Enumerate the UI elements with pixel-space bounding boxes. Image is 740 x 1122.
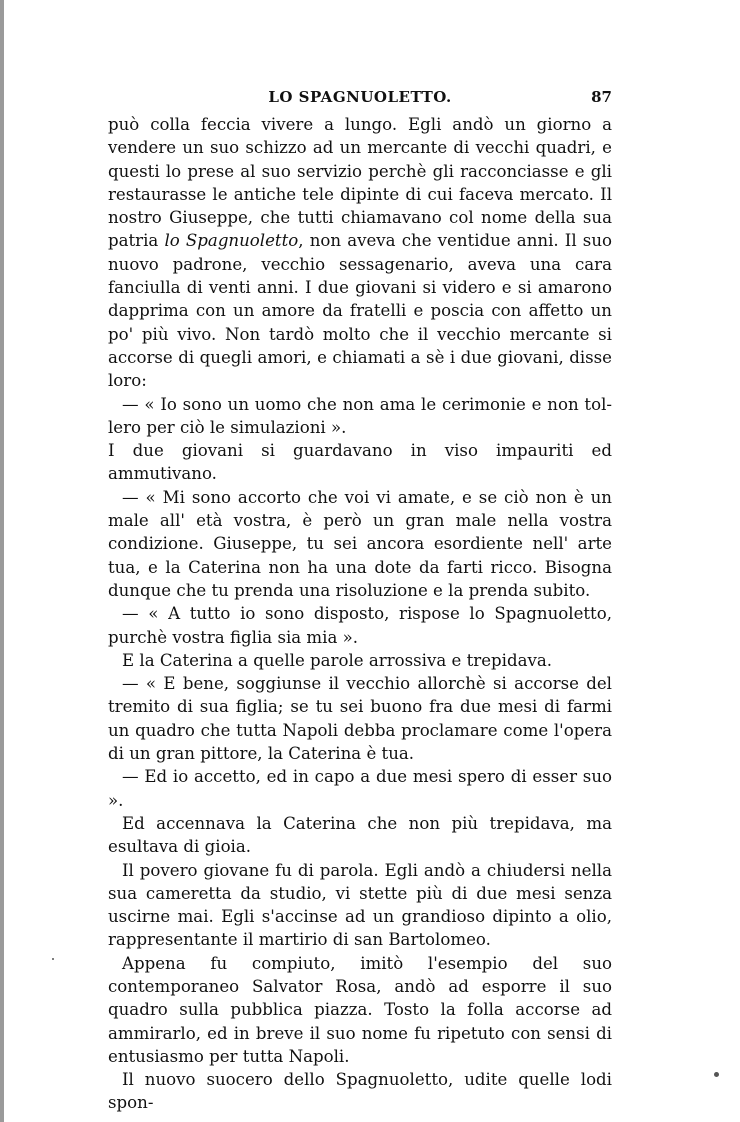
paragraph: — « Io sono un uomo che non ama le cerimonie e non tollero per ciò le simulazioni ». <box>108 394 612 437</box>
body-text <box>108 113 612 1115</box>
paragraph: può colla feccia vivere a lungo. Egli andò un giorno a vendere un suo schizzo ad un mercante di vecchi quadri, e questi lo prese al suo servizio perchè gli racconciasse e gli restaurasse le antiche tele dipinte di cui faceva mercato. Il nostro Giuseppe, che tutti chiamavano col nome della sua patria lo Spagnuoletto, non aveva che ventidue anni. Il suo nuovo padrone, vecchio sessagenario, aveva una cara fanciulla di venti anni. I due giovani si videro e si amarono dapprima con un amore da fratelli e poscia con affetto un po' più vivo. Non tardò molto che il vecchio mercante si accorse di quegli amori, e chiamati a sè i due giovani, disse loro: <box>108 115 612 391</box>
running-header <box>108 88 612 110</box>
page-edge <box>0 0 4 1122</box>
paragraph: Appena fu compiuto, imitò l'esempio del suo contemporaneo Salvator Rosa, andò ad esporre il suo quadro sulla pubblica piazza. Tosto la folla accorse ad ammirarlo, ed in breve il suo nome fu ripetuto con sensi di entusiasmo per tutta Napoli. <box>108 953 612 1066</box>
paragraph: I due giovani si guardavano in viso impauriti ed ammutivano. <box>108 441 612 484</box>
paragraph: — « E bene, soggiunse il vecchio allorchè si accorse del tremito di sua figlia; se tu sei buono fra due mesi di farmi un quadro che tutta Napoli debba proclamare come l'opera di un gran pittore, la Caterina è tua. <box>108 674 612 764</box>
running-title: LO SPAGNUOLETTO. <box>268 88 452 106</box>
page-number: 87 <box>591 88 612 106</box>
paragraph: — Ed io accetto, ed in capo a due mesi spero di esser suo ». <box>108 767 612 810</box>
paragraph: Il povero giovane fu di parola. Egli andò a chiudersi nella sua cameretta da studio, vi stette più di due mesi senza uscirne mai. Egli s'accinse ad un grandioso dipinto a olio, rappresentante il martirio di san Bartolomeo. <box>108 860 612 950</box>
ink-speck <box>714 1072 719 1077</box>
paragraph: — « Mi sono accorto che voi vi amate, e se ciò non è un male all' età vostra, è però un gran male nella vostra condizione. Giuseppe, tu sei ancora esordiente nell' arte tua, e la Caterina non ha una dote da farti ricco. Bisogna dunque che tu prenda una risoluzione e la prenda subito. <box>108 487 612 600</box>
paragraph: — « A tutto io sono disposto, rispose lo Spagnuoletto, purchè vostra figlia sia mia ». <box>108 604 612 647</box>
ink-speck <box>52 958 54 960</box>
italic-name: lo Spagnuoletto <box>164 231 299 251</box>
paragraph: Il nuovo suocero dello Spagnuoletto, udite quelle lodi spon- <box>108 1070 612 1113</box>
paragraph: E la Caterina a quelle parole arrossiva e trepidava. <box>122 650 553 670</box>
paragraph: Ed accennava la Caterina che non più trepidava, ma esultava di gioia. <box>108 813 612 857</box>
